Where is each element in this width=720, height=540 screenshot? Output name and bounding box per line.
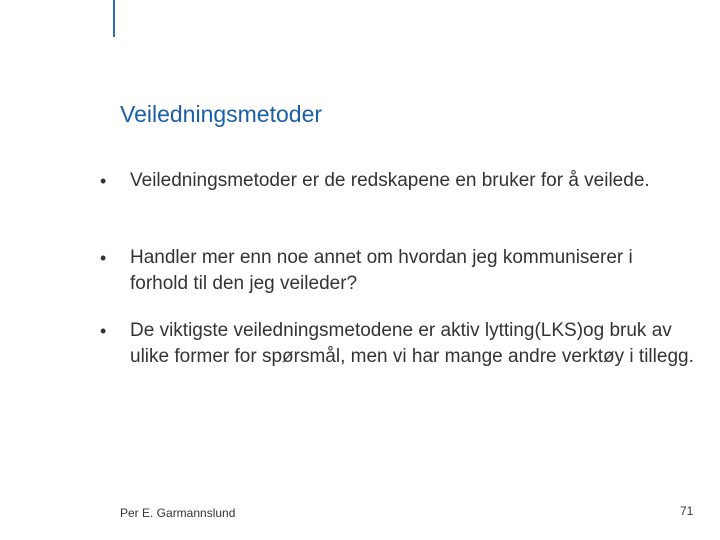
footer-author: Per E. Garmannslund [120, 506, 236, 520]
bullet-symbol: • [100, 171, 107, 191]
bullet-symbol: • [100, 321, 107, 341]
slide-title: Veiledningsmetoder [120, 101, 323, 127]
bullet-symbol: • [100, 248, 107, 268]
bullet-text: Handler mer enn noe annet om hvordan jeg kommuniserer i forhold til den jeg veileder? [130, 247, 633, 294]
bullet-text: Veiledningsmetoder er de redskapene en bruker for å veilede. [130, 170, 650, 191]
page-number: 71 [680, 504, 694, 518]
bullet-text: De viktigste veiledningsmetodene er aktiv lytting(LKS)og bruk av ulike former for spørsmål, men vi har mange andre verktøy i tillegg. [130, 320, 694, 367]
